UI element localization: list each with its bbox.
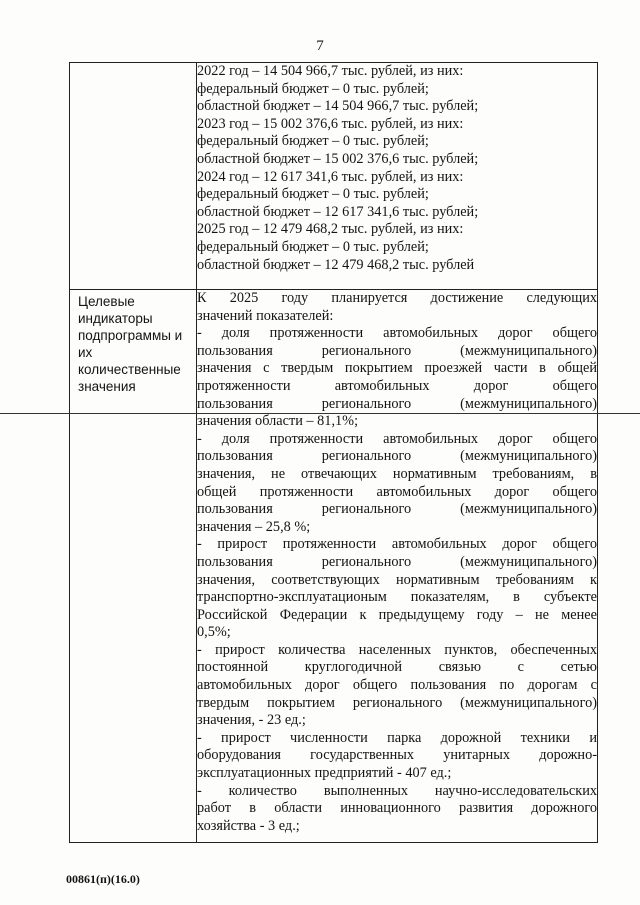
funding-line: 2022 год – 14 504 966,7 тыс. рублей, из них: [197, 63, 464, 79]
indicator-line: протяженности автомобильных дорог общего [197, 377, 597, 394]
funding-label-cell [70, 63, 197, 290]
indicator-line: - прирост количества населенных пунктов, обеспеченных [197, 641, 597, 658]
indicator-line: твердым покрытием регионального (межмуниципального) [197, 694, 597, 711]
indicator-line: автомобильных дорог общего пользования по дорогам с [197, 677, 597, 694]
funding-line: 2024 год – 12 617 341,6 тыс. рублей, из них: [197, 168, 464, 185]
indicator-line: работ в области инновационного развития дорожного [197, 800, 597, 817]
funding-line: областной бюджет – 14 504 966,7 тыс. рублей; [197, 98, 479, 115]
indicator-line: пользования регионального (межмуниципального) [197, 553, 597, 570]
indicator-line: значения, - 23 ед.; [197, 712, 306, 729]
indicator-line: 0,5%; [197, 624, 231, 641]
indicator-line: значения, соответствующих нормативным требованиям к [197, 571, 597, 588]
indicator-line: значения области – 81,1%; [197, 413, 359, 430]
indicator-line: оборудования государственных унитарных дорожно- [197, 747, 597, 764]
indicator-line: постоянной круглогодичной связью с сетью [197, 659, 597, 676]
indicator-line: - доля протяженности автомобильных дорог общего [197, 430, 597, 447]
indicator-line: пользования регионального (межмуниципального) [197, 448, 597, 465]
indicators-cell [197, 290, 598, 843]
indicators-row [70, 290, 598, 843]
funding-line: 2023 год – 15 002 376,6 тыс. рублей, из них: [197, 115, 464, 132]
funding-row [70, 63, 598, 290]
indicator-line: эксплуатационных предприятий - 407 ед.; [197, 765, 452, 782]
indicator-line: пользования регионального (межмуниципального) [197, 501, 597, 518]
scan-fold-line [0, 413, 640, 414]
page-number: 7 [316, 38, 324, 54]
indicator-line: Российской Федерации к предыдущему году – не менее [197, 606, 597, 623]
document-code: 00861(п)(16.0) [66, 872, 140, 886]
indicator-line: значения с твердым покрытием проезжей части в общей [197, 360, 597, 377]
indicator-line: пользования регионального (межмуниципального) [197, 342, 597, 359]
funding-cell [197, 63, 598, 290]
funding-line: областной бюджет – 12 479 468,2 тыс. рублей [197, 256, 475, 273]
indicator-line: хозяйства - 3 ед.; [197, 817, 300, 834]
indicator-line: значения – 25,8 %; [197, 518, 311, 535]
indicator-line: значений показателей: [197, 307, 334, 324]
funding-line: федеральный бюджет – 0 тыс. рублей; [197, 80, 429, 97]
indicator-line: К 2025 году планируется достижение следующих [197, 290, 597, 306]
indicator-line: значения, не отвечающих нормативным требованиям, в [197, 465, 597, 482]
indicators-label: Целевые индикаторы подпрограммы и их количественные значения [78, 294, 183, 394]
indicator-line: - количество выполненных научно-исследовательских [197, 782, 597, 799]
indicator-line: - прирост протяженности автомобильных дорог общего [197, 536, 597, 553]
indicator-line: пользования регионального (межмуниципального) [197, 395, 597, 412]
funding-line: федеральный бюджет – 0 тыс. рублей; [197, 186, 429, 203]
indicators-label-cell [70, 290, 197, 843]
funding-line: федеральный бюджет – 0 тыс. рублей; [197, 238, 429, 255]
funding-line: федеральный бюджет – 0 тыс. рублей; [197, 133, 429, 150]
indicator-line: - доля протяженности автомобильных дорог общего [197, 325, 597, 342]
funding-line: областной бюджет – 15 002 376,6 тыс. рублей; [197, 150, 479, 167]
program-table [69, 62, 598, 843]
indicator-line: транспортно-эксплуатационым показателям, в субъекте [197, 589, 597, 606]
indicator-line: общей протяженности автомобильных дорог общего [197, 483, 597, 500]
funding-line: 2025 год – 12 479 468,2 тыс. рублей, из них: [197, 221, 464, 238]
funding-line: областной бюджет – 12 617 341,6 тыс. рублей; [197, 203, 479, 220]
indicator-line: - прирост численности парка дорожной техники и [197, 729, 597, 746]
